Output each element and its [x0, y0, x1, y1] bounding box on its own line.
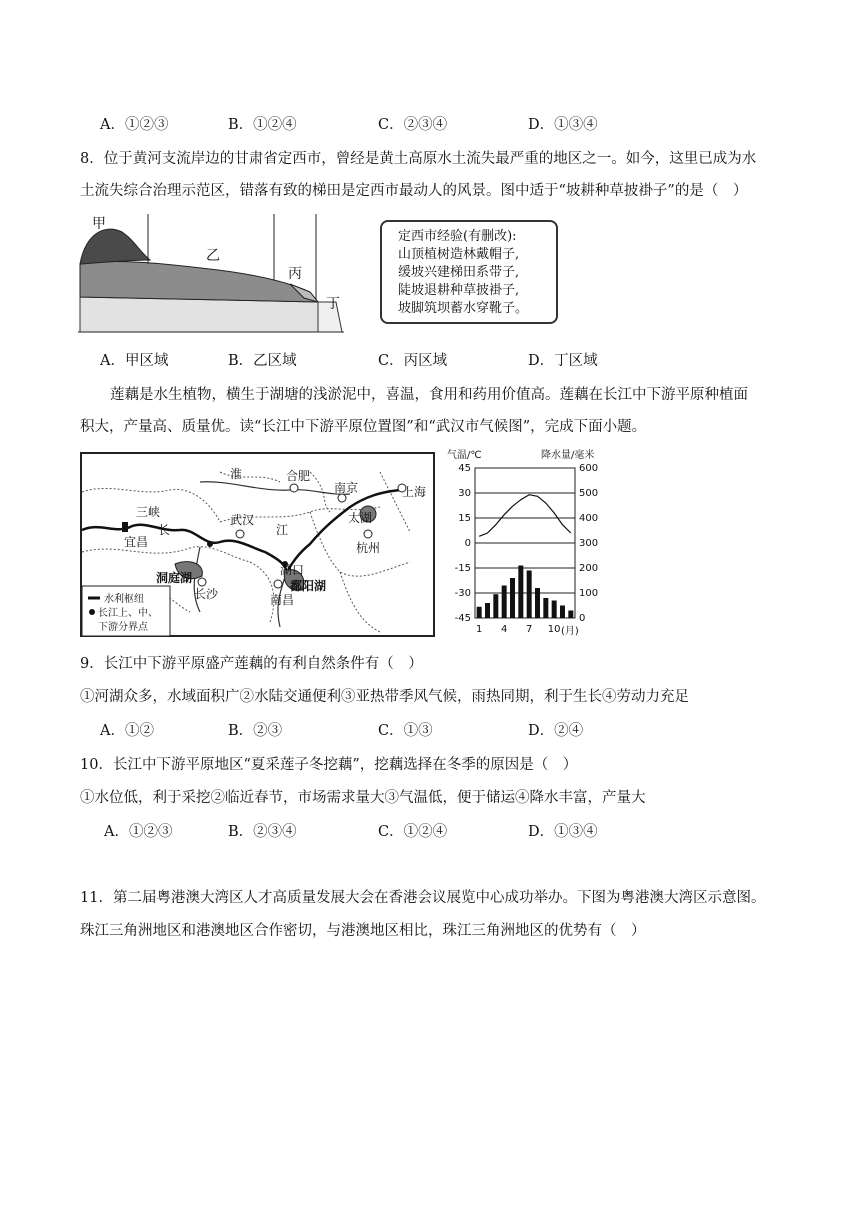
y-right-tick: 0 [579, 613, 586, 624]
map-label-nanchang: 南昌 [270, 593, 295, 607]
y-left-tick: -45 [454, 613, 471, 624]
y-left-label: 气温/℃ [447, 450, 482, 461]
map-label-hukou: 湖口 [280, 563, 305, 577]
map-label-taihu: 太湖 [348, 511, 373, 525]
q9-option-a[interactable]: A．①② [100, 723, 154, 739]
y-left-tick: 45 [458, 463, 471, 474]
q10-option-c[interactable]: C．①②④ [378, 824, 448, 840]
q8-option-d[interactable]: D．丁区域 [528, 353, 598, 369]
x-tick: 7 [525, 624, 533, 635]
y-left-tick: -30 [454, 588, 471, 599]
label-jia: 甲 [92, 216, 106, 232]
y-right-tick: 400 [579, 513, 599, 524]
q10-items: ①水位低，利于采挖②临近春节，市场需求量大③气温低，便于储运④降水丰富，产量大 [80, 790, 646, 806]
box-line-4: 坡脚筑坝蓄水穿靴子。 [398, 301, 529, 316]
y-right-tick: 500 [579, 488, 599, 499]
q8-option-b[interactable]: B．乙区域 [228, 353, 297, 369]
y-right-tick: 200 [579, 563, 599, 574]
precipitation-bar [485, 603, 490, 618]
y-left-tick: 30 [458, 488, 471, 499]
box-line-2: 缓坡兴建梯田系带子, [398, 265, 520, 280]
y-right-tick: 300 [579, 538, 599, 549]
precipitation-bar [568, 611, 573, 619]
q7-option-c[interactable]: C．②③④ [378, 117, 448, 133]
legend-division-1: 长江上、中、 [98, 608, 158, 619]
q10-stem: 10．长江中下游平原地区“夏采莲子冬挖藕”，挖藕选择在冬季的原因是（ ） [80, 757, 578, 773]
intro-line2: 积大，产量高、质量优。读“长江中下游平原位置图”和“武汉市气候图”，完成下面小题。 [80, 419, 647, 435]
y-left-tick: 15 [458, 513, 471, 524]
label-bing: 丙 [288, 266, 302, 282]
x-tick: 1 [475, 624, 483, 635]
map-label-yichang: 宜昌 [124, 535, 149, 549]
y-right-label: 降水量/毫米 [541, 450, 595, 461]
map-label-hefei: 合肥 [286, 469, 311, 483]
map-label-huai: 淮 [230, 467, 243, 481]
precipitation-bar [493, 594, 498, 618]
intro-line1: 莲藕是水生植物，横生于湖塘的浅淤泥中，喜温，食用和药用价值高。莲藕在长江中下游平原种植面 [110, 387, 748, 403]
label-ding: 丁 [326, 296, 340, 312]
x-axis-label: (月) [561, 626, 579, 637]
precipitation-bar [518, 566, 523, 619]
q9-option-b[interactable]: B．②③ [228, 723, 283, 739]
q10-option-d[interactable]: D．①③④ [528, 824, 598, 840]
q8-option-c[interactable]: C．丙区域 [378, 353, 448, 369]
q11-stem-line2: 珠江三角洲地区和港澳地区合作密切，与港澳地区相比，珠江三角洲地区的优势有（ ） [80, 923, 646, 939]
q9-option-c[interactable]: C．①③ [378, 723, 433, 739]
box-line-1: 山顶植树造林戴帽子, [398, 247, 520, 262]
y-right-tick: 100 [579, 588, 599, 599]
box-line-3: 陡坡退耕种草披褂子, [398, 283, 520, 298]
precipitation-bar [535, 588, 540, 618]
q7-option-a[interactable]: A．①②③ [100, 117, 169, 133]
map-label-hangzhou: 杭州 [356, 541, 381, 555]
precipitation-bar [527, 571, 532, 619]
y-left-tick: 0 [464, 538, 471, 549]
y-left-tick: -15 [454, 563, 471, 574]
x-tick: 10 [547, 624, 561, 635]
map-label-poyanghu: 鄱阳湖 [290, 579, 327, 593]
q11-stem-line1: 11．第二届粤港澳大湾区人才高质量发展大会在香港会议展览中心成功举办。下图为粤港澳大湾区示意图。 [80, 890, 766, 906]
legend-dam: 水利枢纽 [104, 594, 144, 605]
q9-stem: 9．长江中下游平原盛产莲藕的有利自然条件有（ ） [80, 656, 423, 672]
map-label-sanxia: 三峡 [136, 505, 161, 519]
wuhan-climate-chart [443, 448, 603, 638]
legend-division-2: 下游分界点 [98, 622, 148, 633]
y-right-tick: 600 [579, 463, 599, 474]
q9-items: ①河湖众多，水域面积广②水陆交通便利③亚热带季风气候，雨热同期，利于生长④劳动力充足 [80, 689, 689, 705]
precipitation-bar [543, 598, 548, 618]
map-label-dongtinghu: 洞庭湖 [156, 571, 193, 585]
q7-option-b[interactable]: B．①②④ [228, 117, 297, 133]
slope-profile-figure [78, 212, 348, 334]
q8-stem-line2: 土流失综合治理示范区，错落有致的梯田是定西市最动人的风景。图中适于“坡耕种草披褂子”的是（ ） [80, 183, 748, 199]
dingxi-experience-box [380, 220, 558, 324]
precipitation-bar [560, 606, 565, 619]
q9-option-d[interactable]: D．②④ [528, 723, 584, 739]
map-label-nanjing: 南京 [334, 481, 359, 495]
map-label-changsha: 长沙 [194, 587, 219, 601]
precipitation-bar [502, 586, 507, 619]
map-label-wuhan: 武汉 [230, 513, 255, 527]
precipitation-bar [552, 601, 557, 619]
q8-stem-line1: 8．位于黄河支流岸边的甘肃省定西市，曾经是黄土高原水土流失最严重的地区之一。如今，这里已成为水 [80, 151, 757, 167]
box-line-0: 定西市经验(有删改): [398, 229, 517, 244]
q8-option-a[interactable]: A．甲区域 [100, 353, 169, 369]
precipitation-bar [477, 607, 482, 618]
yangtze-plain-map [80, 452, 435, 637]
label-yi: 乙 [206, 248, 220, 264]
map-label-chang: 长 [158, 523, 171, 537]
precipitation-bar [510, 578, 515, 618]
q7-option-d[interactable]: D．①③④ [528, 117, 598, 133]
map-label-jiang: 江 [276, 523, 289, 537]
q10-option-a[interactable]: A．①②③ [104, 824, 173, 840]
x-tick: 4 [500, 624, 508, 635]
map-label-shanghai: 上海 [402, 485, 427, 499]
q10-option-b[interactable]: B．②③④ [228, 824, 297, 840]
